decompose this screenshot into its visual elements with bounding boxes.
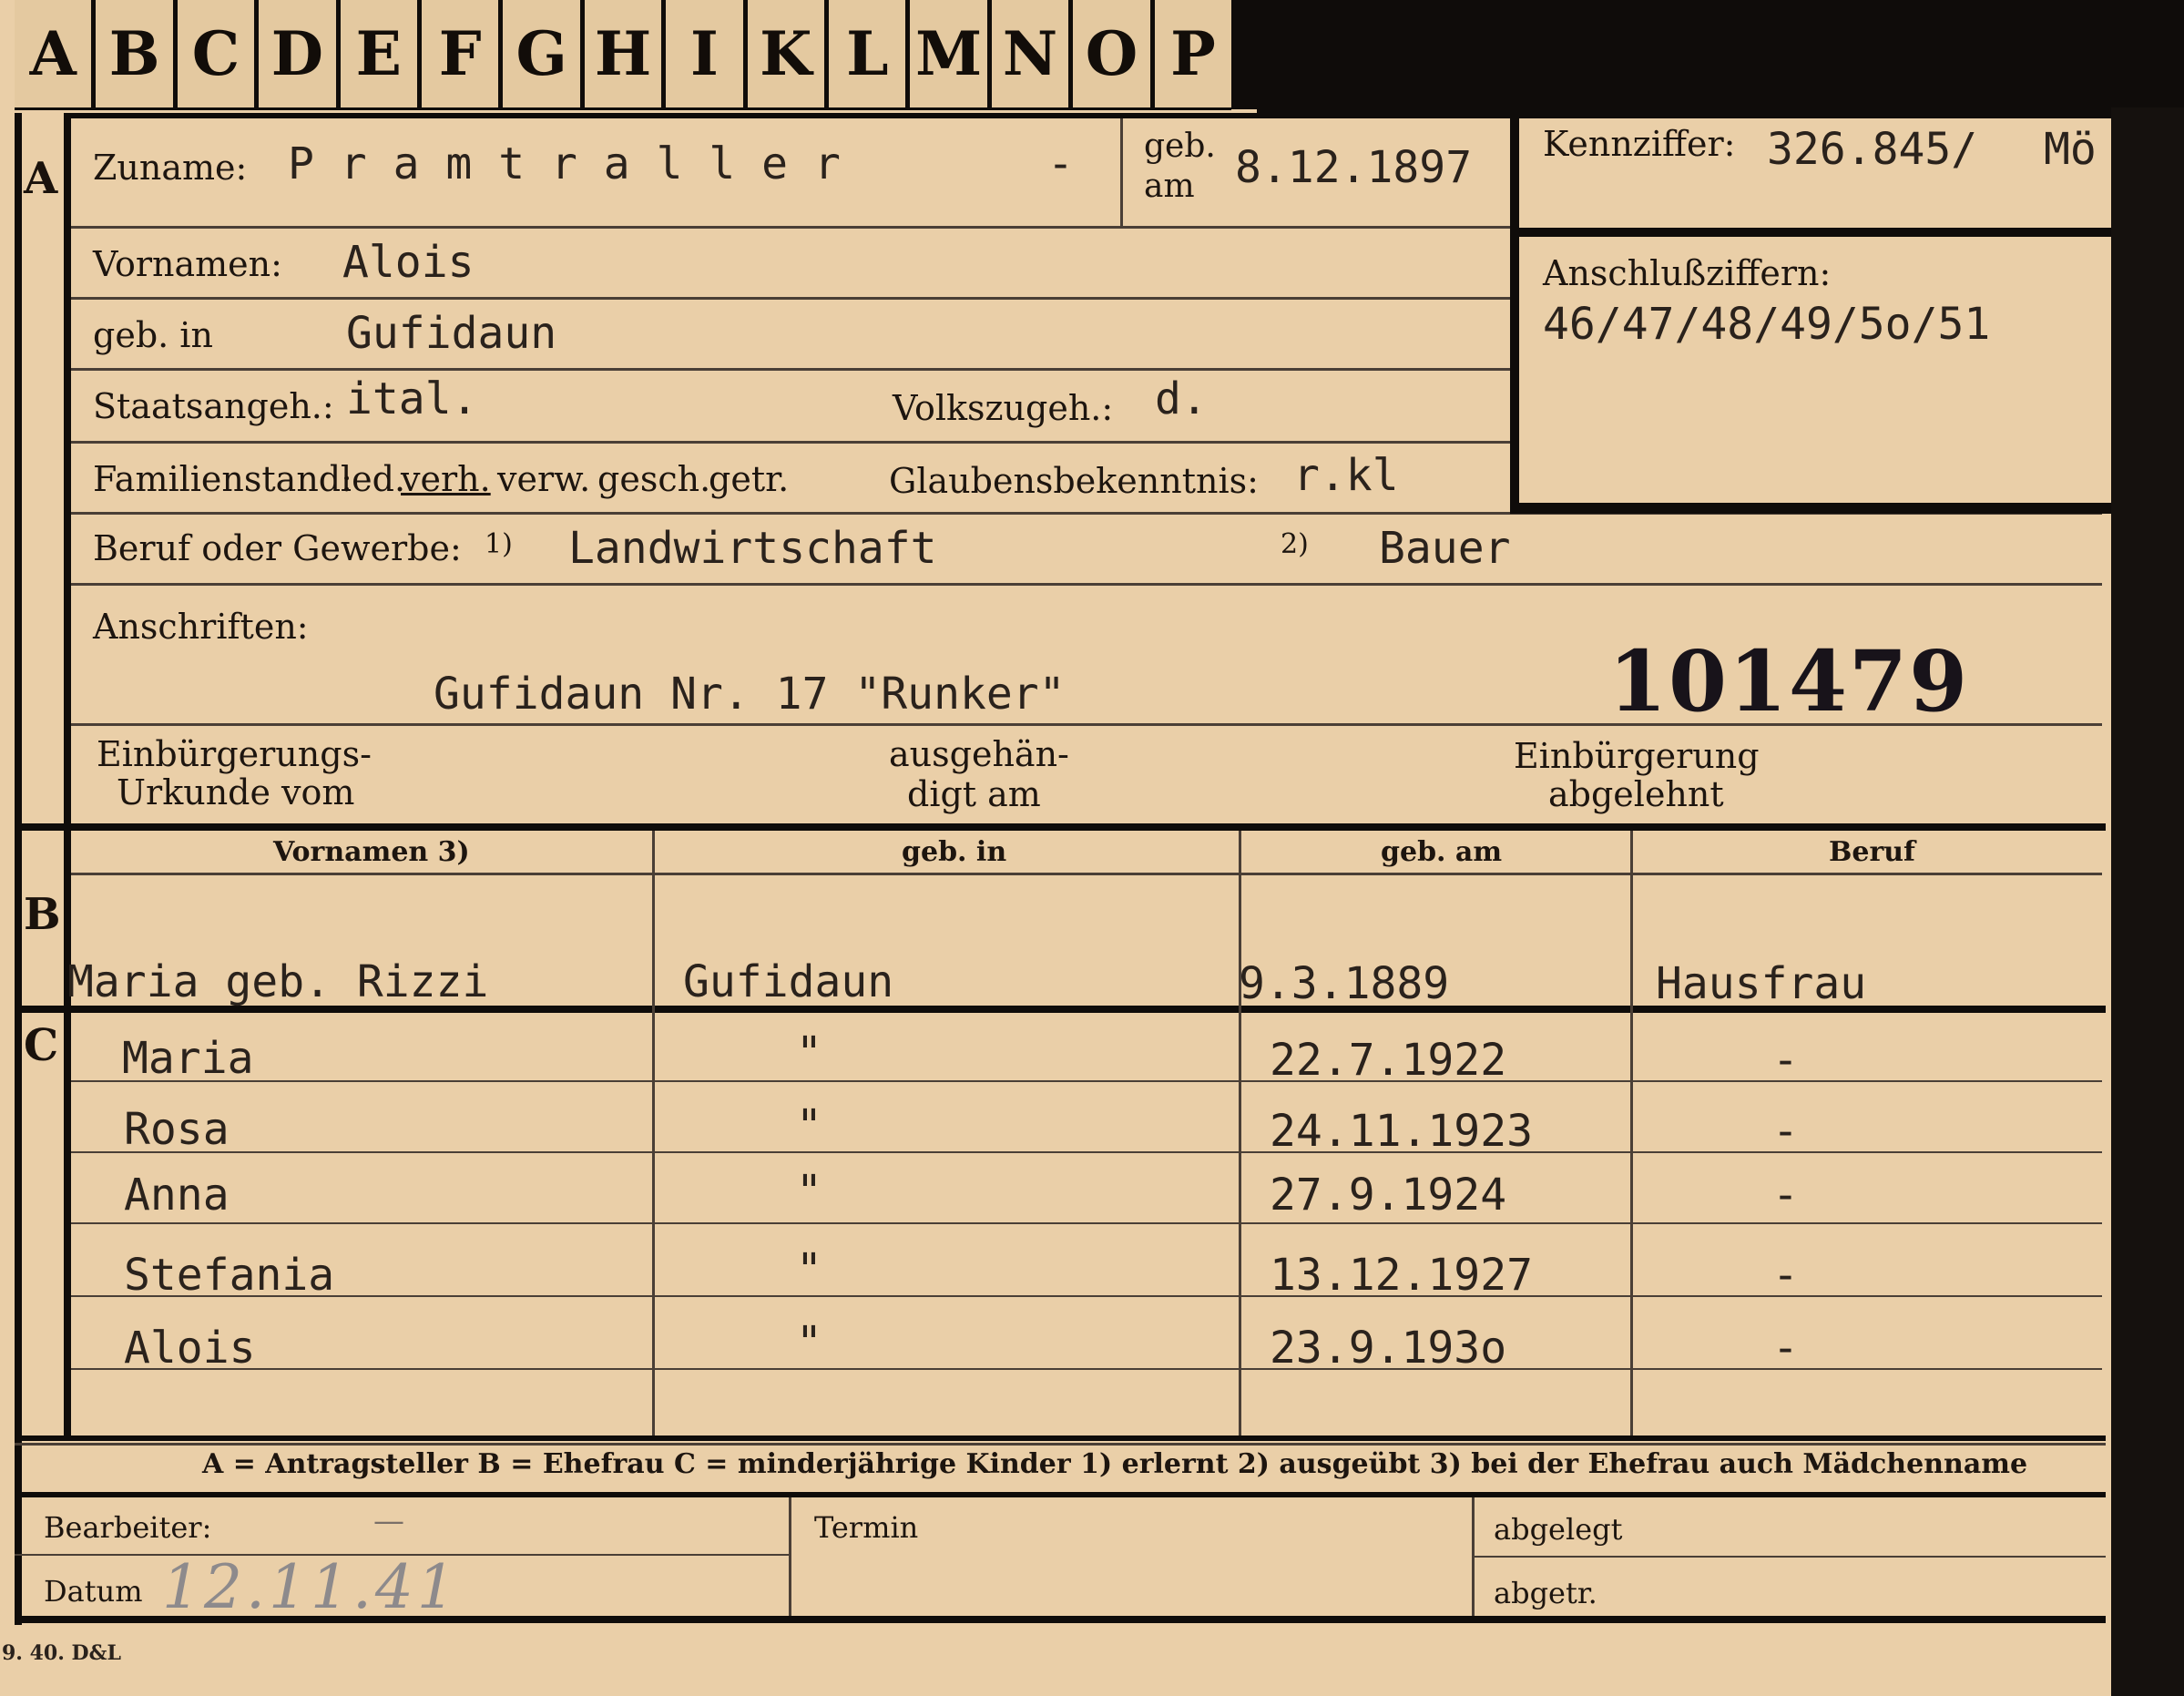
child-name: Anna <box>124 1170 230 1221</box>
address-value: Gufidaun Nr. 17 "Runker" <box>434 669 1066 720</box>
rule <box>71 1222 2102 1224</box>
birthplace-value: Gufidaun <box>346 308 557 359</box>
header-birthdate: geb. am <box>1381 836 1503 868</box>
card-left-border <box>15 113 22 1625</box>
rule <box>1239 831 1241 1435</box>
rule <box>71 368 1510 371</box>
register-tab-m: M <box>905 0 986 107</box>
child-occupation: - <box>1772 1035 1799 1086</box>
id-label: Kennziffer: <box>1543 124 1736 164</box>
surname-label: Zuname: <box>93 148 248 188</box>
register-tab-p: P <box>1150 0 1231 107</box>
section-c-bar <box>64 1011 71 1437</box>
register-tab-d: D <box>254 0 335 107</box>
linked-numbers-label: Anschlußziffern: <box>1543 253 1832 293</box>
rule <box>71 441 1510 444</box>
address-label: Anschriften: <box>93 607 309 647</box>
child-occupation: - <box>1772 1106 1799 1157</box>
rejected-label-2: abgelehnt <box>1548 774 1724 814</box>
deregistered-label: abgetr. <box>1494 1576 1597 1610</box>
child-birthdate: 27.9.1924 <box>1270 1170 1507 1221</box>
register-tab-h: H <box>580 0 661 107</box>
print-code: 9. 40. D&L <box>2 1641 121 1665</box>
child-birthdate: 22.7.1922 <box>1270 1035 1507 1086</box>
rule <box>15 1443 2106 1446</box>
first-names-value: Alois <box>342 237 475 288</box>
marital-label: Familienstand: <box>93 459 352 499</box>
occupation-2-marker: 2) <box>1281 528 1309 560</box>
surname-dash: - <box>1047 138 1074 189</box>
side-box-bottom <box>1510 503 2111 514</box>
occupation-1-marker: 1) <box>485 528 513 560</box>
child-birthdate: 13.12.1927 <box>1270 1250 1533 1301</box>
register-tab-b: B <box>91 0 172 107</box>
citizenship-value: ital. <box>346 373 478 424</box>
birthdate-value: 8.12.1897 <box>1235 142 1473 193</box>
child-name: Stefania <box>124 1250 335 1301</box>
header-birthplace: geb. in <box>902 836 1007 868</box>
register-tab-c: C <box>173 0 254 107</box>
child-birthdate: 24.11.1923 <box>1270 1106 1533 1157</box>
child-birthdate: 23.9.193o <box>1270 1323 1507 1374</box>
linked-numbers-value: 46/47/48/49/5o/51 <box>1543 299 1991 350</box>
header-first-names: Vornamen 3) <box>273 836 470 868</box>
clerk-mark: — <box>373 1503 404 1539</box>
birthplace-label: geb. in <box>93 315 213 355</box>
marital-option-married: verh. <box>401 459 491 499</box>
ethnicity-label: Volkszugeh.: <box>893 388 1114 428</box>
register-tab-e: E <box>336 0 417 107</box>
rule <box>1630 831 1633 1435</box>
occupation-label: Beruf oder Gewerbe: <box>93 528 462 568</box>
wife-name: Maria geb. Rizzi <box>67 956 489 1007</box>
section-letter-a: A <box>24 153 58 204</box>
legend-bottom-border <box>15 1492 2106 1497</box>
clerk-label: Bearbeiter: <box>44 1510 212 1545</box>
occupation-1-value: Landwirtschaft <box>568 523 937 574</box>
table-top-border <box>15 823 2106 831</box>
wife-occupation: Hausfrau <box>1656 958 1867 1009</box>
date-value: 12.11.41 <box>162 1552 459 1622</box>
first-names-label: Vornamen: <box>93 244 282 284</box>
religion-value: r.kl <box>1293 450 1399 501</box>
surname-value: P r a m t r a l l e r <box>288 138 841 189</box>
side-box-top <box>1510 113 2111 118</box>
child-name: Maria <box>122 1033 254 1084</box>
rule <box>789 1497 791 1618</box>
marital-option-divorced: gesch. <box>597 459 711 499</box>
date-label: Datum <box>44 1574 143 1609</box>
wife-birthplace: Gufidaun <box>683 956 894 1007</box>
id-suffix: Mö <box>2044 124 2097 175</box>
naturalization-doc-label-1: Einbürgerungs- <box>97 734 372 774</box>
header-occupation: Beruf <box>1829 836 1915 868</box>
side-box-left-border <box>1510 113 1519 514</box>
register-tab-n: N <box>987 0 1068 107</box>
child-occupation: - <box>1772 1323 1799 1374</box>
a-top-border <box>64 113 1512 118</box>
child-birthplace: " <box>796 1100 822 1151</box>
child-name: Alois <box>124 1323 256 1374</box>
register-tab-a: A <box>29 18 77 89</box>
child-occupation: - <box>1772 1250 1799 1301</box>
section-a-bar <box>64 113 71 823</box>
child-birthplace: " <box>796 1244 822 1295</box>
child-occupation: - <box>1772 1170 1799 1221</box>
ethnicity-value: d. <box>1155 373 1208 424</box>
register-tab-l: L <box>824 0 905 107</box>
rule <box>71 583 2102 586</box>
child-birthplace: " <box>796 1027 822 1078</box>
right-edge <box>2111 107 2184 1696</box>
marital-option-single: led. <box>341 459 406 499</box>
register-tab-k: K <box>743 0 824 107</box>
register-tab-f: F <box>417 0 498 107</box>
side-box-divider <box>1510 228 2111 237</box>
filed-label: abgelegt <box>1494 1512 1623 1547</box>
rule <box>71 873 2102 875</box>
marital-option-widowed: verw. <box>497 459 591 499</box>
rule <box>71 226 1510 229</box>
stamped-number: 101479 <box>1608 632 1970 731</box>
handed-over-label-2: digt am <box>907 774 1041 814</box>
marital-option-separated: getr. <box>709 459 790 499</box>
register-tab-i: I <box>661 0 742 107</box>
child-name: Rosa <box>124 1104 230 1155</box>
legend: A = Antragsteller B = Ehefrau C = minderjährige Kinder 1) erlernt 2) ausgeübt 3) bei der Ehefrau auch Mädchenname <box>202 1448 2028 1480</box>
child-birthplace: " <box>796 1166 822 1217</box>
birthdate-label-1: geb. <box>1144 128 1216 165</box>
register-tab-o: O <box>1068 0 1149 107</box>
birthdate-label-2: am <box>1144 168 1195 205</box>
rule <box>1474 1556 2106 1558</box>
rule <box>1472 1497 1475 1618</box>
wife-birthdate: 9.3.1889 <box>1239 958 1450 1009</box>
deadline-label: Termin <box>814 1510 919 1545</box>
occupation-2-value: Bauer <box>1379 523 1511 574</box>
rejected-label-1: Einbürgerung <box>1514 736 1760 776</box>
table-bottom-border <box>15 1435 2106 1441</box>
id-value: 326.845/ <box>1767 124 1978 175</box>
rule <box>71 297 1510 300</box>
citizenship-label: Staatsangeh.: <box>93 386 334 426</box>
handed-over-label-1: ausgehän- <box>889 734 1069 774</box>
section-letter-c: C <box>24 1020 59 1071</box>
register-tab-g: G <box>498 0 579 107</box>
religion-label: Glaubensbekenntnis: <box>889 461 1259 501</box>
rule <box>652 831 655 1435</box>
naturalization-doc-label-2: Urkunde vom <box>117 772 355 812</box>
child-birthplace: " <box>796 1317 822 1368</box>
register-tabs <box>15 0 1231 110</box>
section-letter-b: B <box>24 889 61 940</box>
rule <box>1120 118 1123 226</box>
dark-background <box>1231 0 2184 109</box>
